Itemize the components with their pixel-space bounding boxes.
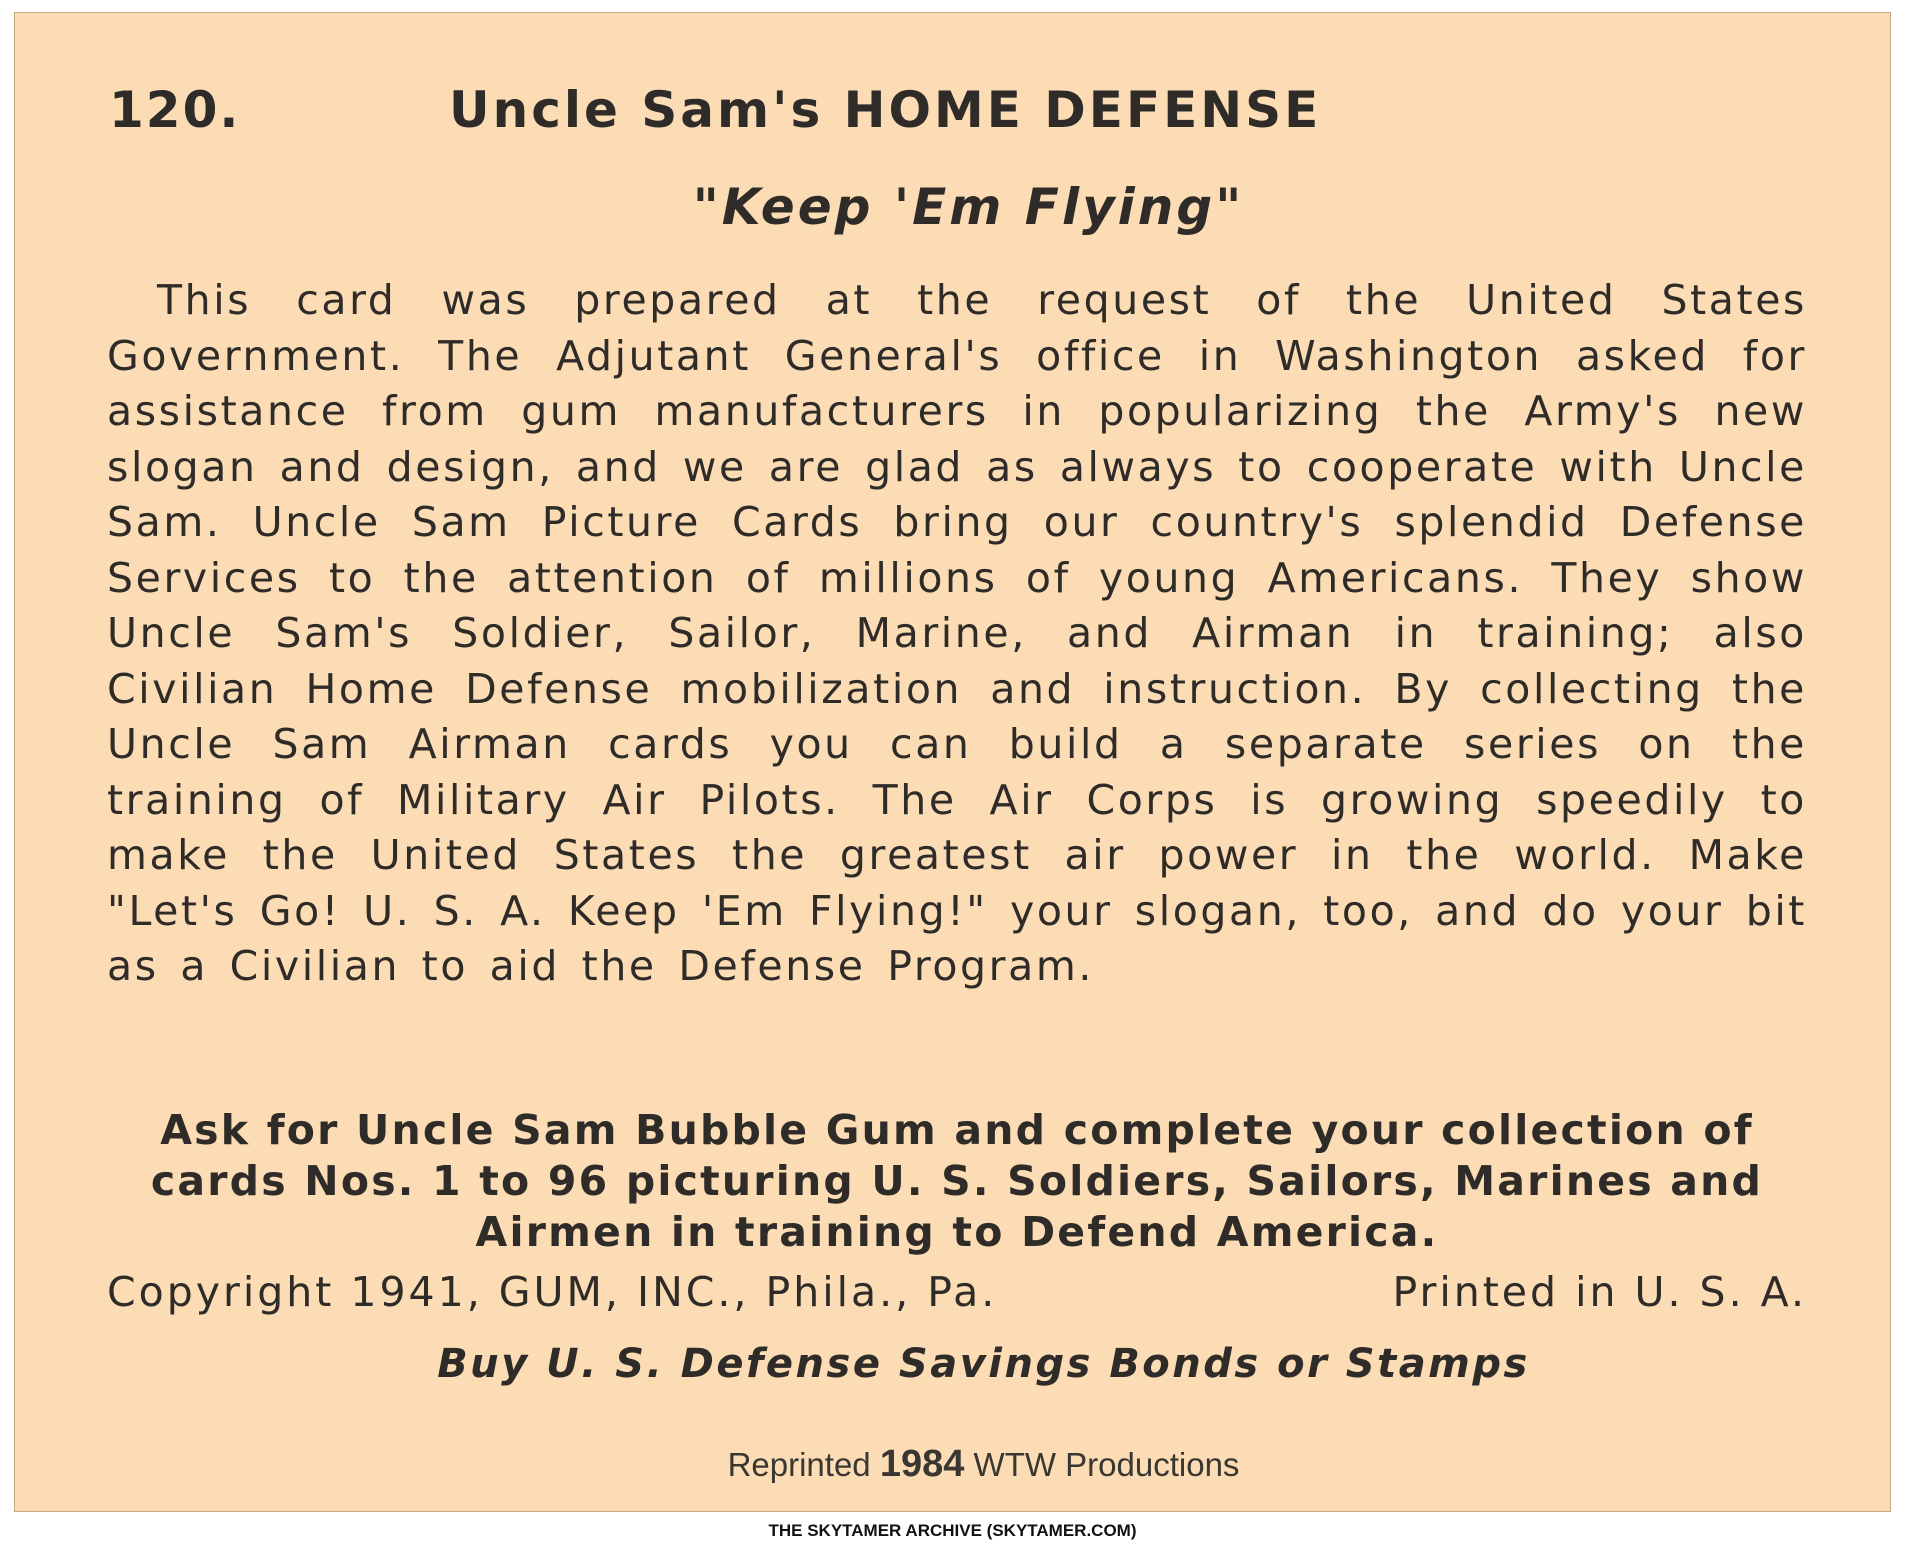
reprint-prefix: Reprinted: [727, 1446, 871, 1483]
bonds-slogan: Buy U. S. Defense Savings Bonds or Stamps: [437, 1341, 1530, 1387]
card-title: Uncle Sam's HOME DEFENSE: [449, 81, 1322, 139]
reprint-notice: [15, 1443, 1892, 1486]
copyright-notice: Copyright 1941, GUM, INC., Phila., Pa.: [107, 1268, 998, 1316]
printed-notice: Printed in U. S. A.: [1392, 1268, 1807, 1316]
promo-text: Ask for Uncle Sam Bubble Gum and complete your collection of cards Nos. 1 to 96 picturing U. S. Soldiers, Sailors, Marines and Airmen in training to Defend America.: [150, 1106, 1764, 1256]
trading-card-back: [14, 12, 1891, 1512]
reprint-year: 1984: [879, 1443, 965, 1485]
card-body-text: This card was prepared at the request of the United States Government. The Adjutant General's office in Washington asked for assistance from gum manufacturers in popularizing the Army's new slogan and design, and we are glad as always to cooperate with Uncle Sam. Uncle Sam Picture Cards bring our country's splendid Defense Services to the attention of millions of young Americans. They show Uncle Sam's Soldier, Sailor, Marine, and Airman in training; also Civilian Home Defense mobilization and instruction. By collecting the Uncle Sam Airman cards you can build a separate series on the training of Military Air Pilots. The Air Corps is growing speedily to make the United States the greatest air power in the world. Make "Let's Go! U. S. A. Keep 'Em Flying!" your slogan, too, and do your bit as a Civilian to aid the Defense Program.: [107, 276, 1807, 990]
card-number: 120.: [109, 81, 241, 139]
archive-credit: THE SKYTAMER ARCHIVE (SKYTAMER.COM): [768, 1521, 1137, 1540]
card-subtitle: "Keep 'Em Flying": [692, 178, 1245, 236]
reprint-suffix: WTW Productions: [973, 1446, 1240, 1483]
card-footer: [107, 1268, 1807, 1324]
card-header: [109, 81, 1809, 151]
